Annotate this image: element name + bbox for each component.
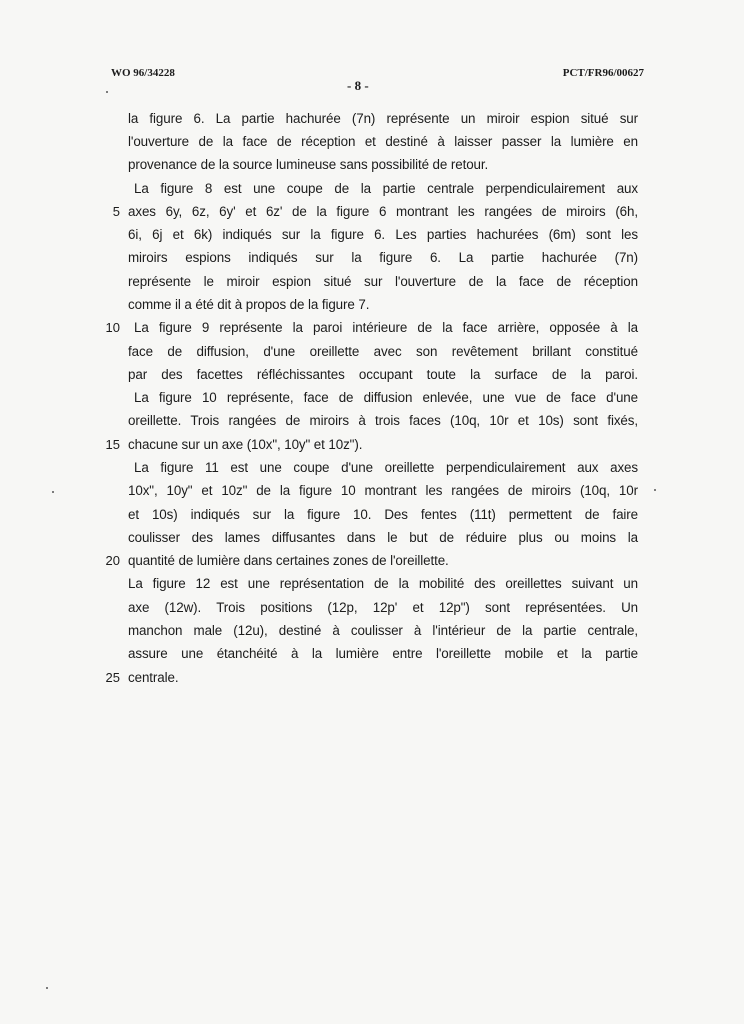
text-line: 6i, 6j et 6k) indiqués sur la figure 6. Les parties hachurées (6m) sont les [128, 227, 638, 242]
line-number: 20 [105, 553, 120, 568]
text-line: La figure 9 représente la paroi intérieure de la face arrière, opposée à la [134, 320, 638, 335]
line-number: 5 [112, 204, 120, 219]
text-line: La figure 11 est une coupe d'une oreillette perpendiculairement aux axes [134, 460, 638, 475]
application-number: PCT/FR96/00627 [562, 67, 644, 79]
text-line: miroirs espions indiqués sur la figure 6. La partie hachurée (7n) [128, 250, 638, 265]
scan-speck [52, 491, 54, 493]
text-line: provenance de la source lumineuse sans possibilité de retour. [128, 157, 489, 172]
text-line: manchon male (12u), destiné à coulisser à l'intérieur de la partie centrale, [128, 623, 638, 638]
scan-speck [46, 987, 48, 989]
page-number: - 8 - [347, 78, 369, 93]
text-line: oreillette. Trois rangées de miroirs à trois faces (10q, 10r et 10s) sont fixés, [128, 413, 638, 428]
text-line: l'ouverture de la face de réception et destiné à laisser passer la lumière en [128, 134, 638, 149]
text-line: et 10s) indiqués sur la figure 10. Des fentes (11t) permettent de faire [128, 507, 638, 522]
text-line: comme il a été dit à propos de la figure 7. [128, 297, 370, 312]
text-line: axes 6y, 6z, 6y' et 6z' de la figure 6 montrant les rangées de miroirs (6h, [128, 204, 638, 219]
text-line: centrale. [128, 670, 179, 685]
text-line: assure une étanchéité à la lumière entre l'oreillette mobile et la partie [128, 646, 638, 661]
line-number: 25 [105, 670, 120, 685]
text-line: La figure 8 est une coupe de la partie centrale perpendiculairement aux [134, 181, 638, 196]
publication-number: WO 96/34228 [111, 67, 175, 79]
text-line: chacune sur un axe (10x", 10y" et 10z"). [128, 437, 363, 452]
text-line: La figure 12 est une représentation de la mobilité des oreillettes suivant un [128, 576, 638, 591]
text-line: 10x", 10y" et 10z" de la figure 10 montrant les rangées de miroirs (10q, 10r [128, 483, 638, 498]
text-line: La figure 10 représente, face de diffusion enlevée, une vue de face d'une [134, 390, 638, 405]
scan-speck [106, 91, 108, 93]
text-line: coulisser des lames diffusantes dans le but de réduire plus ou moins la [128, 530, 638, 545]
text-line: par des facettes réfléchissantes occupant toute la surface de la paroi. [128, 367, 638, 382]
text-line: représente le miroir espion situé sur l'ouverture de la face de réception [128, 274, 638, 289]
text-line: la figure 6. La partie hachurée (7n) représente un miroir espion situé sur [128, 111, 638, 126]
line-number: 15 [105, 437, 120, 452]
text-line: face de diffusion, d'une oreillette avec son revêtement brillant constitué [128, 344, 638, 359]
text-line: axe (12w). Trois positions (12p, 12p' et 12p") sont représentées. Un [128, 600, 638, 615]
text-line: quantité de lumière dans certaines zones de l'oreillette. [128, 553, 449, 568]
line-number: 10 [105, 320, 120, 335]
scan-speck [654, 489, 656, 491]
